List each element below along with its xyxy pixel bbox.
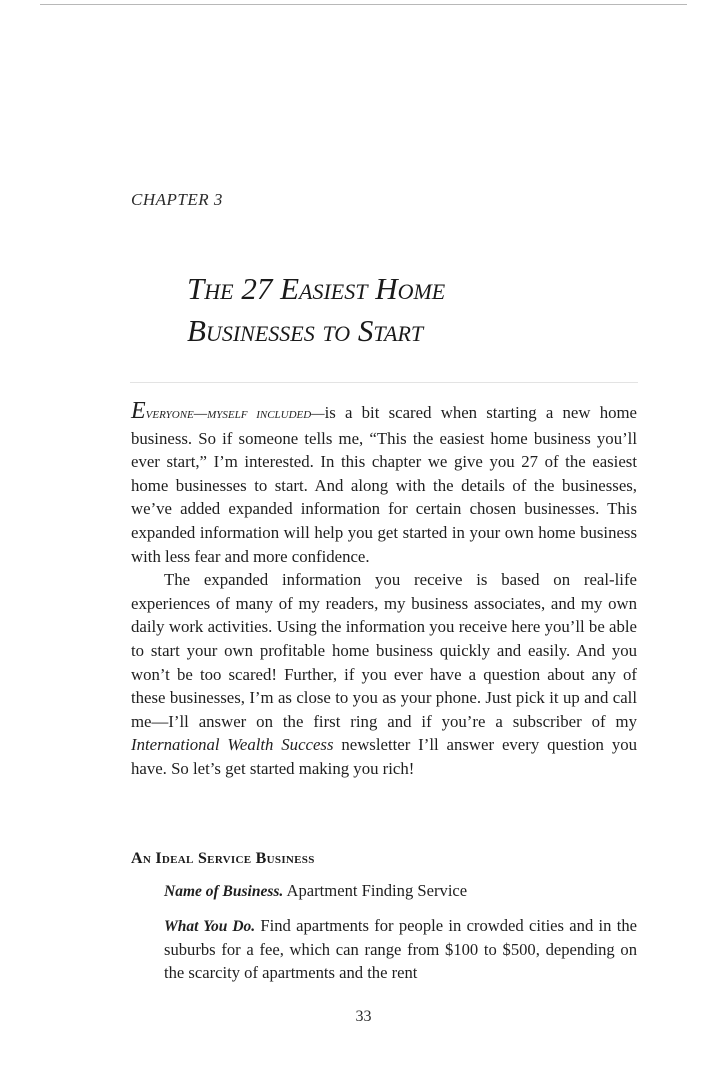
- business-name-value: Apartment Finding Service: [283, 881, 468, 900]
- lead-phrase-rest: veryone—myself included—: [145, 406, 325, 422]
- intro-paragraph-2: [131, 568, 637, 780]
- lead-first-letter: E: [131, 398, 146, 424]
- intro-paragraph-2-text-a: The expanded information you receive is based on real-life experiences of many of my readers, my business associates, and my own daily work activities. Using the information you receive here you’ll be able to start your own profitable home business quickly and easily. And you won’t be too scared! Further, if you ever have a question about any of these businesses, I’m as close to you as your phone. Just pick it up and call me—I’ll answer on the first ring and if you’re a subscriber of my: [131, 570, 637, 731]
- chapter-title-line-1: The 27 Easiest Home: [187, 271, 446, 306]
- chapter-title: [187, 268, 667, 352]
- business-name-entry: [164, 880, 637, 904]
- section-heading: An Ideal Service Business: [131, 850, 315, 867]
- intro-paragraph-1-text: is a bit scared when starting a new home business. So if someone tells me, “This the easiest home business you’ll ever start,” I’m interested. In this chapter we give you 27 of the easiest home businesses to start. And along with the details of the businesses, we’ve added expanded information for certain chosen businesses. This expanded information will help you get started in your own home business with less fear and more confidence.: [131, 403, 638, 566]
- lead-phrase: [131, 398, 325, 424]
- page-number: 33: [355, 1008, 372, 1025]
- what-you-do-entry: [164, 915, 637, 984]
- intro-paragraph-1: [131, 400, 637, 568]
- intro-paragraph-2-text-b: newsletter I’ll answer every question you have. So let’s get started making you rich!: [131, 735, 637, 778]
- what-you-do-label: What You Do.: [164, 918, 256, 935]
- top-rule: [40, 4, 687, 5]
- business-name-label: Name of Business.: [164, 883, 284, 900]
- newsletter-title: International Wealth Success: [131, 735, 334, 755]
- chapter-title-line-2: Businesses to Start: [187, 313, 424, 348]
- what-you-do-text: Find apartments for people in crowded cities and in the suburbs for a fee, which can range from $100 to $500, depending on the scarcity of apartments and the rent: [164, 916, 637, 982]
- intro-body: [131, 400, 637, 781]
- chapter-label: CHAPTER 3: [131, 190, 223, 209]
- title-divider: [130, 382, 638, 383]
